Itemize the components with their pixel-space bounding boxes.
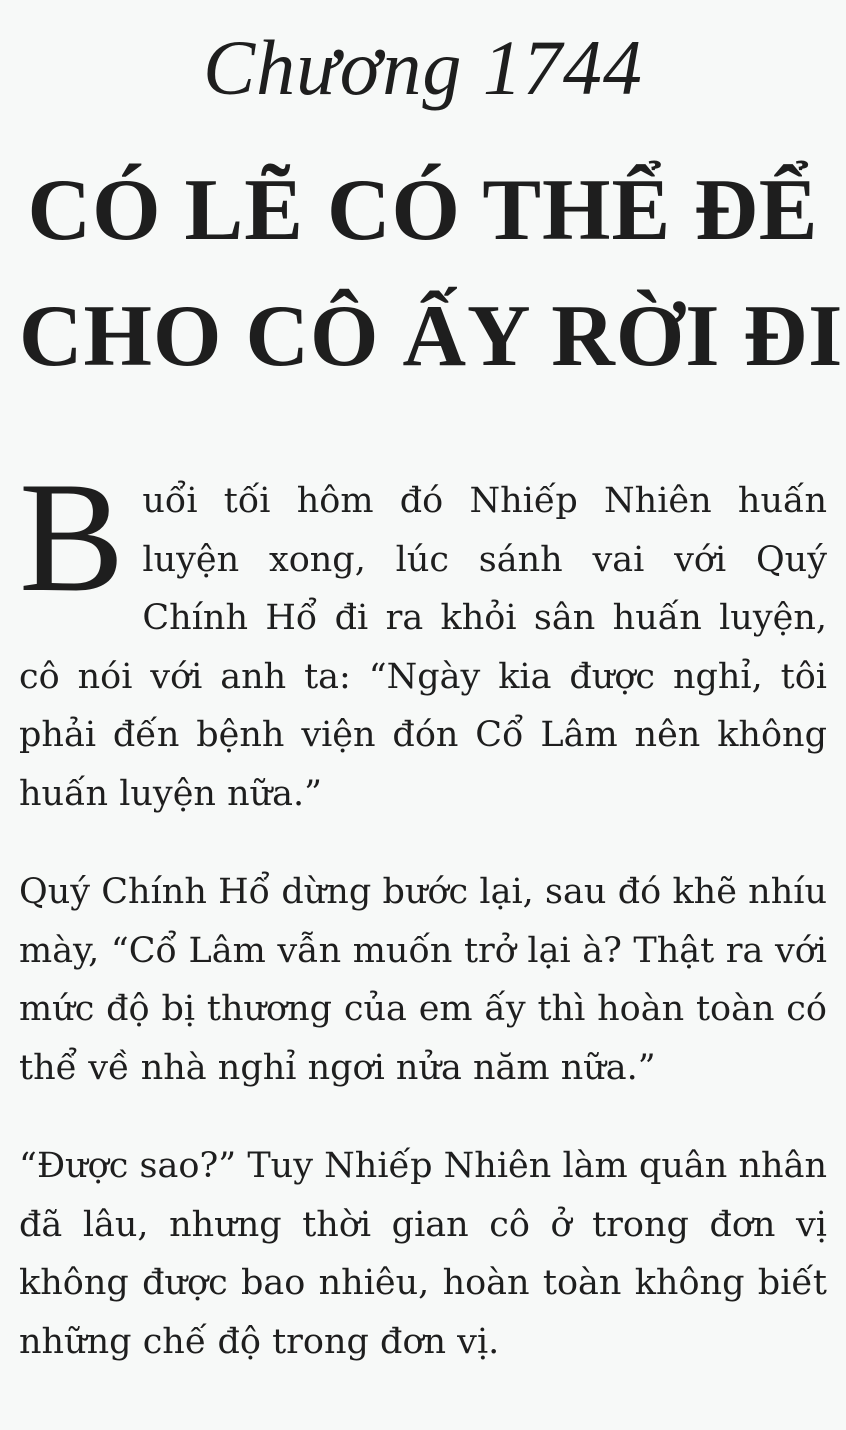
drop-cap: B (19, 450, 125, 625)
chapter-title-line-1: CÓ LẼ CÓ THỂ ĐỂ (27, 162, 819, 259)
chapter-body (19, 450, 827, 1371)
chapter-title-line-2: CHO CÔ ẤY RỜI ĐI (19, 288, 844, 385)
chapter-number: Chương 1744 (203, 24, 643, 111)
paragraph-1-text: uổi tối hôm đó Nhiếp Nhiên huấn luyện xong, lúc sánh vai với Quý Chính Hổ đi ra khỏi sân huấn luyện, cô nói với anh ta: “Ngày kia được nghỉ, tôi phải đến bệnh viện đón Cổ Lâm nên không huấn luyện nữa.” (19, 481, 827, 814)
paragraph-3: “Được sao?” Tuy Nhiếp Nhiên làm quân nhân đã lâu, nhưng thời gian cô ở trong đơn vị không được bao nhiêu, hoàn toàn không biết những chế độ trong đơn vị. (19, 1146, 827, 1362)
paragraph-2: Quý Chính Hổ dừng bước lại, sau đó khẽ nhíu mày, “Cổ Lâm vẫn muốn trở lại à? Thật ra với mức độ bị thương của em ấy thì hoàn toàn có thể về nhà nghỉ ngơi nửa năm nữa.” (19, 872, 827, 1088)
paragraph-1 (19, 450, 827, 823)
chapter-title (19, 148, 844, 400)
